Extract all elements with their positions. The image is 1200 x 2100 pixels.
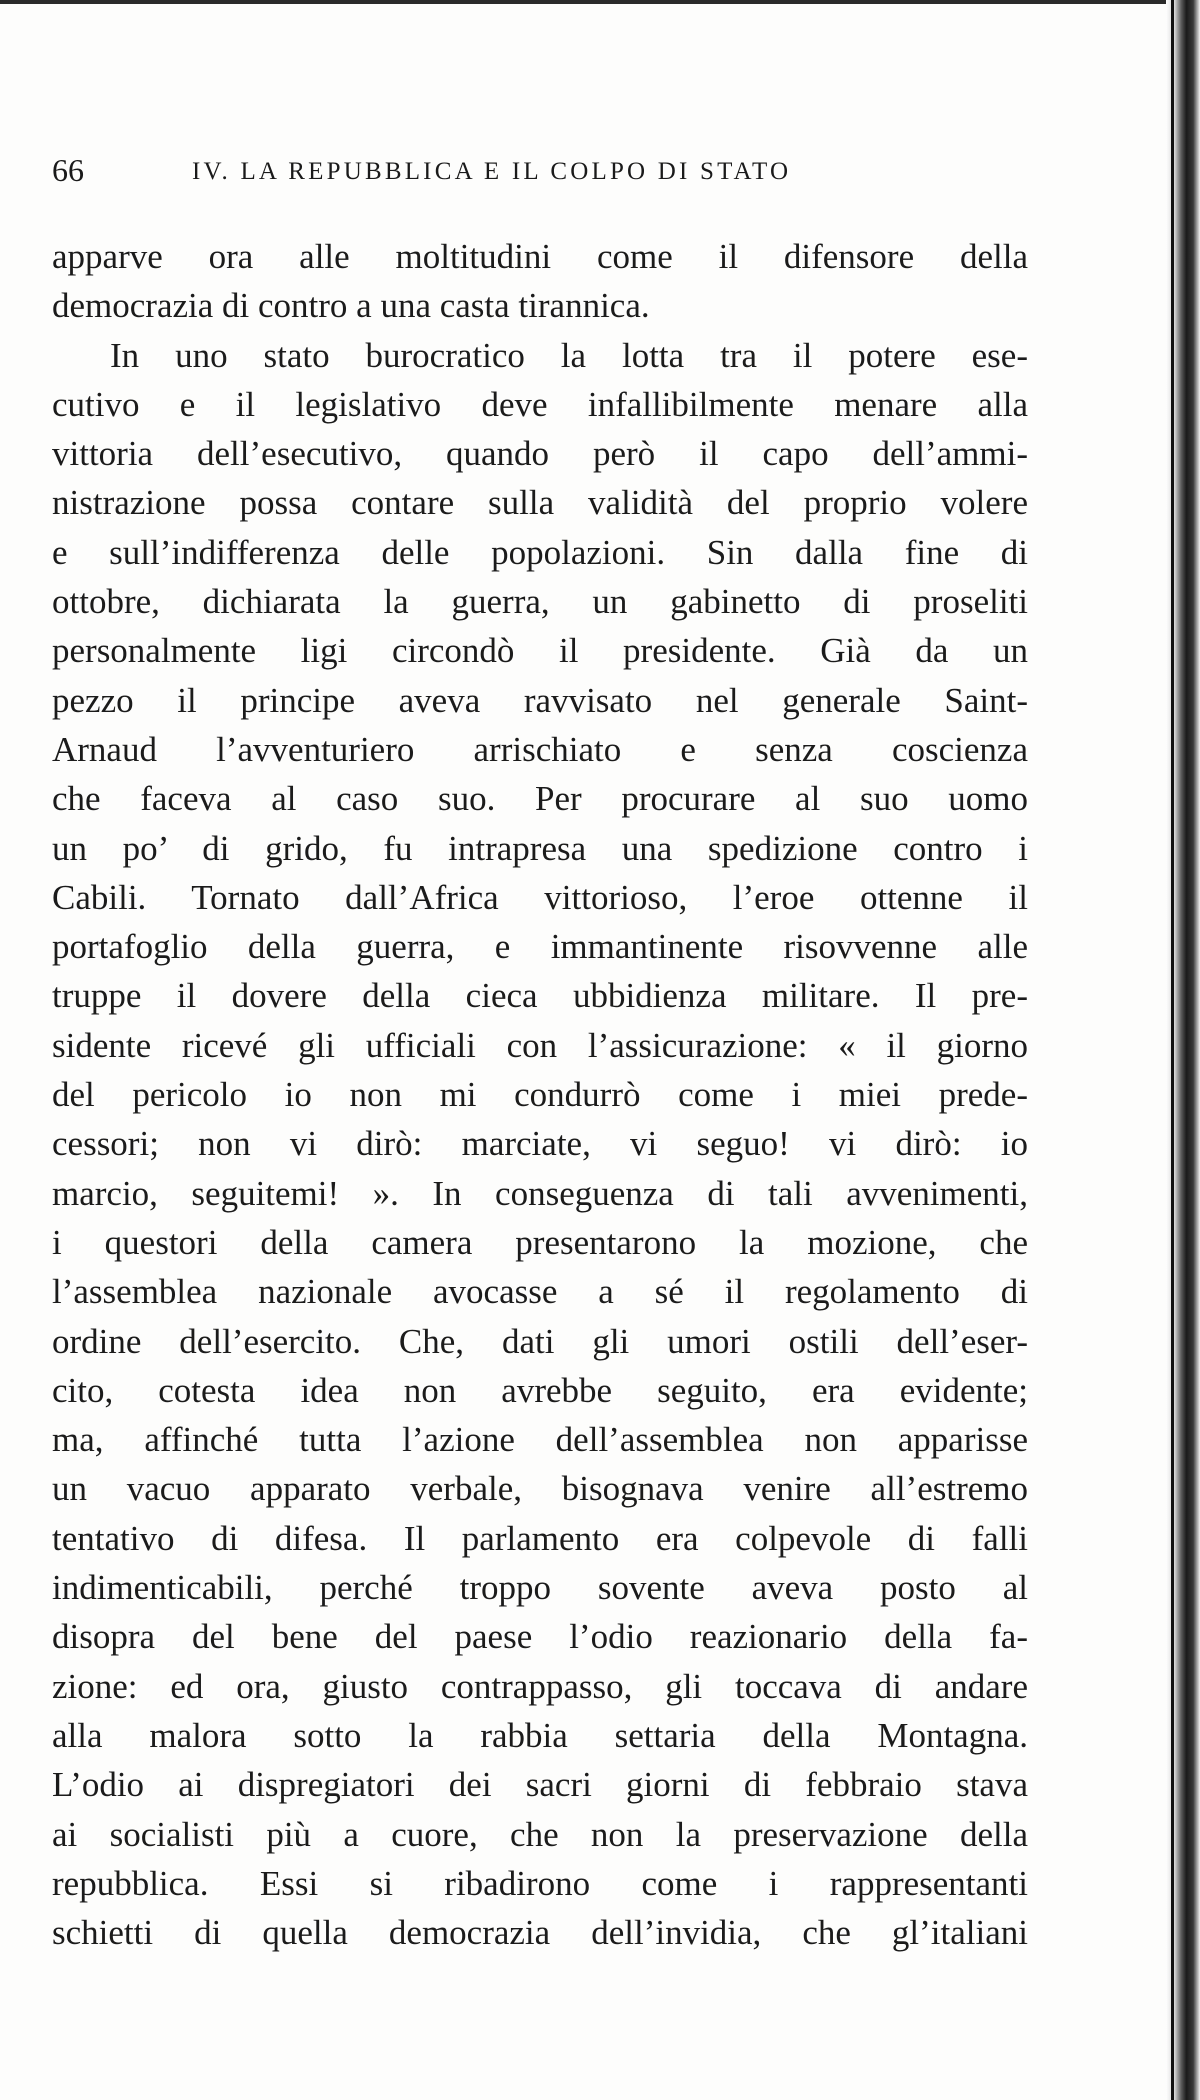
text-line: personalmente ligi circondò il presidente. Già da un [52,631,1028,671]
text-line: apparve ora alle moltitudini come il difensore della [52,237,1028,276]
text-line: ordine dell’esercito. Che, dati gli umori ostili dell’eser- [52,1321,1028,1361]
text-line: ma, affinché tutta l’azione dell’assemblea non apparisse [52,1420,1028,1460]
page-number: 66 [52,152,84,188]
text-line: cutivo e il legislativo deve infallibilmente menare alla [52,384,1028,424]
text-line: un vacuo apparato verbale, bisognava venire all’estremo [52,1469,1028,1509]
text-line: tentativo di difesa. Il parlamento era colpevole di falli [52,1518,1028,1558]
text-line: che faceva al caso suo. Per procurare al suo uomo [52,779,1028,819]
scan-top-edge [0,0,1168,4]
text-line: truppe il dovere della cieca ubbidienza militare. Il pre- [52,976,1028,1016]
text-line: i questori della camera presentarono la mozione, che [52,1222,1028,1262]
text-line: vittoria dell’esecutivo, quando però il capo dell’ammi- [52,434,1028,474]
text-line: schietti di quella democrazia dell’invidia, che gl’italiani [52,1913,1028,1953]
text-line: sidente ricevé gli ufficiali con l’assicurazione: « il giorno [52,1025,1028,1065]
text-line: un po’ di grido, fu intrapresa una spedizione contro i [52,828,1028,868]
text-line: cito, cotesta idea non avrebbe seguito, era evidente; [52,1370,1028,1410]
text-line: portafoglio della guerra, e immantinente risovvenne alle [52,927,1028,967]
text-line: del pericolo io non mi condurrò come i miei prede- [52,1075,1028,1115]
text-line: l’assemblea nazionale avocasse a sé il regolamento di [52,1272,1028,1312]
body-text [52,232,1028,1957]
text-line: ottobre, dichiarata la guerra, un gabinetto di proseliti [52,582,1028,622]
running-head: IV. LA REPUBBLICA E IL COLPO DI STATO [192,158,792,185]
text-line: Cabili. Tornato dall’Africa vittorioso, l’eroe ottenne il [52,877,1028,917]
text-line: zione: ed ora, giusto contrappasso, gli toccava di andare [52,1666,1028,1706]
paragraph-first-line: In uno stato burocratico la lotta tra il potere ese- [110,335,1028,375]
page-header [52,152,1112,196]
text-line: nistrazione possa contare sulla validità del proprio volere [52,483,1028,523]
text-line: cessori; non vi dirò: marciate, vi seguo! vi dirò: io [52,1124,1028,1164]
text-line: marcio, seguitemi! ». In conseguenza di tali avvenimenti, [52,1173,1028,1213]
text-line: e sull’indifferenza delle popolazioni. Sin dalla fine di [52,532,1028,572]
text-line: pezzo il principe aveva ravvisato nel generale Saint- [52,680,1028,720]
text-line: L’odio ai dispregiatori dei sacri giorni di febbraio stava [52,1765,1028,1805]
text-line: Arnaud l’avventuriero arrischiato e senza coscienza [52,729,1028,769]
text-line: indimenticabili, perché troppo sovente aveva posto al [52,1568,1028,1608]
scan-binding-line [1171,0,1174,2100]
text-line: ai socialisti più a cuore, che non la preservazione della [52,1814,1028,1854]
text-line: alla malora sotto la rabbia settaria della Montagna. [52,1715,1028,1755]
text-line: disopra del bene del paese l’odio reazionario della fa- [52,1617,1028,1657]
text-line: democrazia di contro a una casta tirannica. [52,286,650,326]
text-line: repubblica. Essi si ribadirono come i rappresentanti [52,1863,1028,1903]
